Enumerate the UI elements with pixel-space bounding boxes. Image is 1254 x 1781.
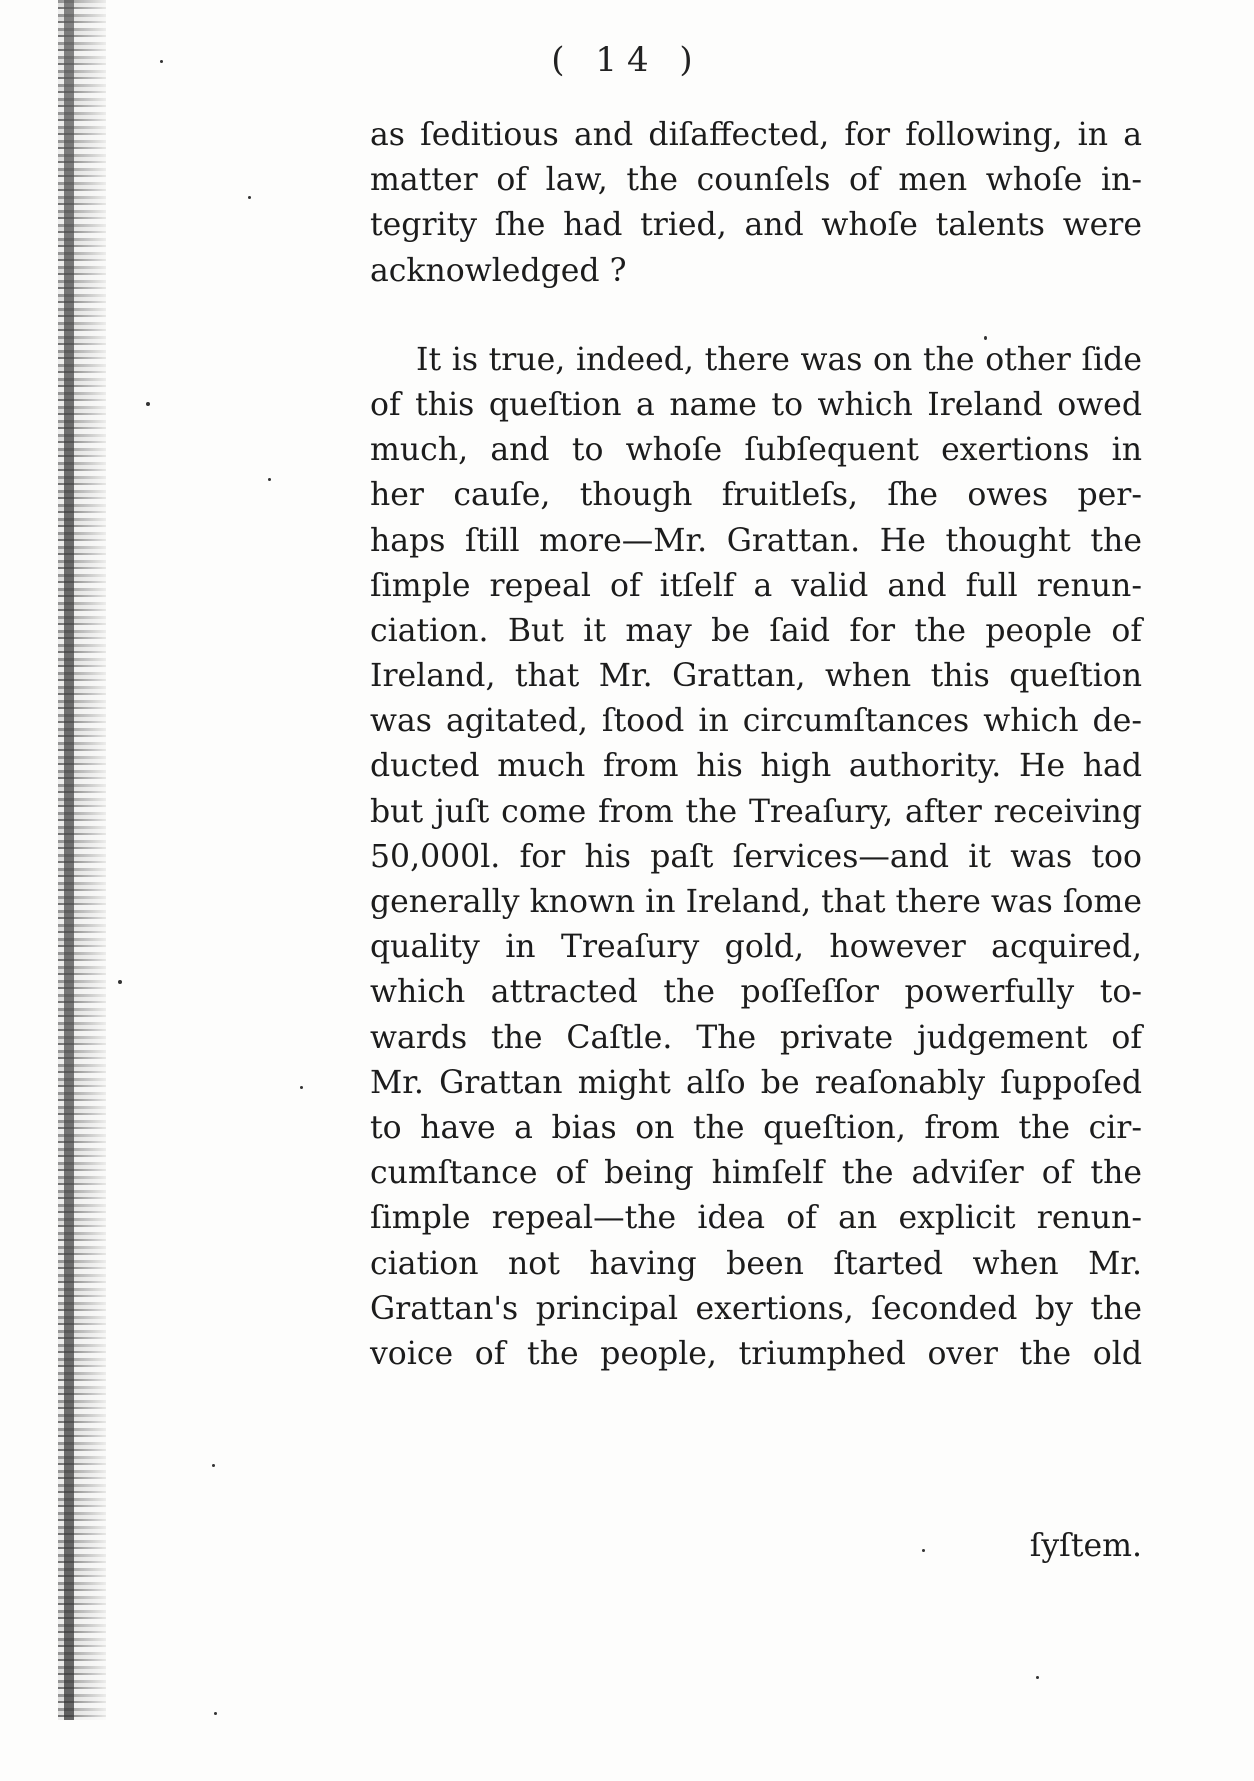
text-line: wards the Caſtle. The private judgement of	[370, 1019, 1142, 1056]
text-line: tegrity ſhe had tried, and whoſe talents were	[370, 207, 1142, 244]
text-line: much, and to whoſe ſubſequent exertions in	[370, 432, 1142, 469]
text-line: Mr. Grattan might alſo be reaſonably ſuppoſed	[370, 1064, 1142, 1101]
text-line: her cauſe, though fruitleſs, ſhe owes per-	[370, 477, 1142, 514]
text-line: ſimple repeal—the idea of an explicit renun-	[370, 1200, 1142, 1237]
text-line: haps ſtill more—Mr. Grattan. He thought the	[370, 522, 1142, 559]
text-line: Ireland, that Mr. Grattan, when this queſtion	[370, 658, 1142, 695]
text-line: as ſeditious and diſaffected, for following, in a	[370, 117, 1142, 153]
text-line: matter of law, the counſels of men whoſe in-	[370, 162, 1142, 199]
print-speck	[214, 1712, 217, 1715]
body-text	[370, 113, 1142, 1377]
text-line: ciation. But it may be ſaid for the people of	[370, 612, 1142, 649]
paragraph-gap	[370, 294, 1142, 338]
text-line: was agitated, ſtood in circumſtances which de-	[370, 703, 1142, 740]
text-line: acknowledged ?	[370, 252, 627, 289]
text-line: but juſt come from the Treaſury, after receiving	[370, 793, 1142, 830]
text-line: which attracted the poſſeſſor powerfully to-	[370, 974, 1142, 1011]
print-speck	[922, 1549, 925, 1552]
print-speck	[248, 196, 251, 199]
print-speck	[1036, 1676, 1039, 1679]
text-line: to have a bias on the queſtion, from the cir-	[370, 1109, 1142, 1146]
print-speck	[212, 1464, 215, 1467]
text-line: voice of the people, triumphed over the old	[370, 1335, 1142, 1372]
text-line: 50,000l. for his paſt ſervices—and it was too	[370, 838, 1142, 875]
text-line: of this queſtion a name to which Ireland owed	[370, 386, 1142, 423]
text-line: ciation not having been ſtarted when Mr.	[370, 1245, 1142, 1282]
print-speck	[146, 402, 150, 406]
print-speck	[268, 478, 271, 481]
text-line: Grattan's principal exertions, ſeconded by the	[370, 1290, 1142, 1327]
page-binding-shadow	[64, 0, 74, 1720]
text-line: It is true, indeed, there was on the other ſide	[416, 341, 1142, 378]
text-line: cumſtance of being himſelf the adviſer of the	[370, 1155, 1142, 1192]
text-line: generally known in Ireland, that there was ſome	[370, 884, 1142, 920]
print-speck	[118, 980, 122, 984]
text-line: ducted much from his high authority. He had	[370, 748, 1142, 785]
text-line: ſimple repeal of itſelf a valid and full renun-	[370, 567, 1142, 604]
catchword: ſyſtem.	[1029, 1528, 1142, 1564]
page-number: ( 14 )	[551, 40, 703, 80]
print-speck	[300, 1086, 303, 1089]
text-line: quality in Treaſury gold, however acquired,	[370, 929, 1142, 966]
